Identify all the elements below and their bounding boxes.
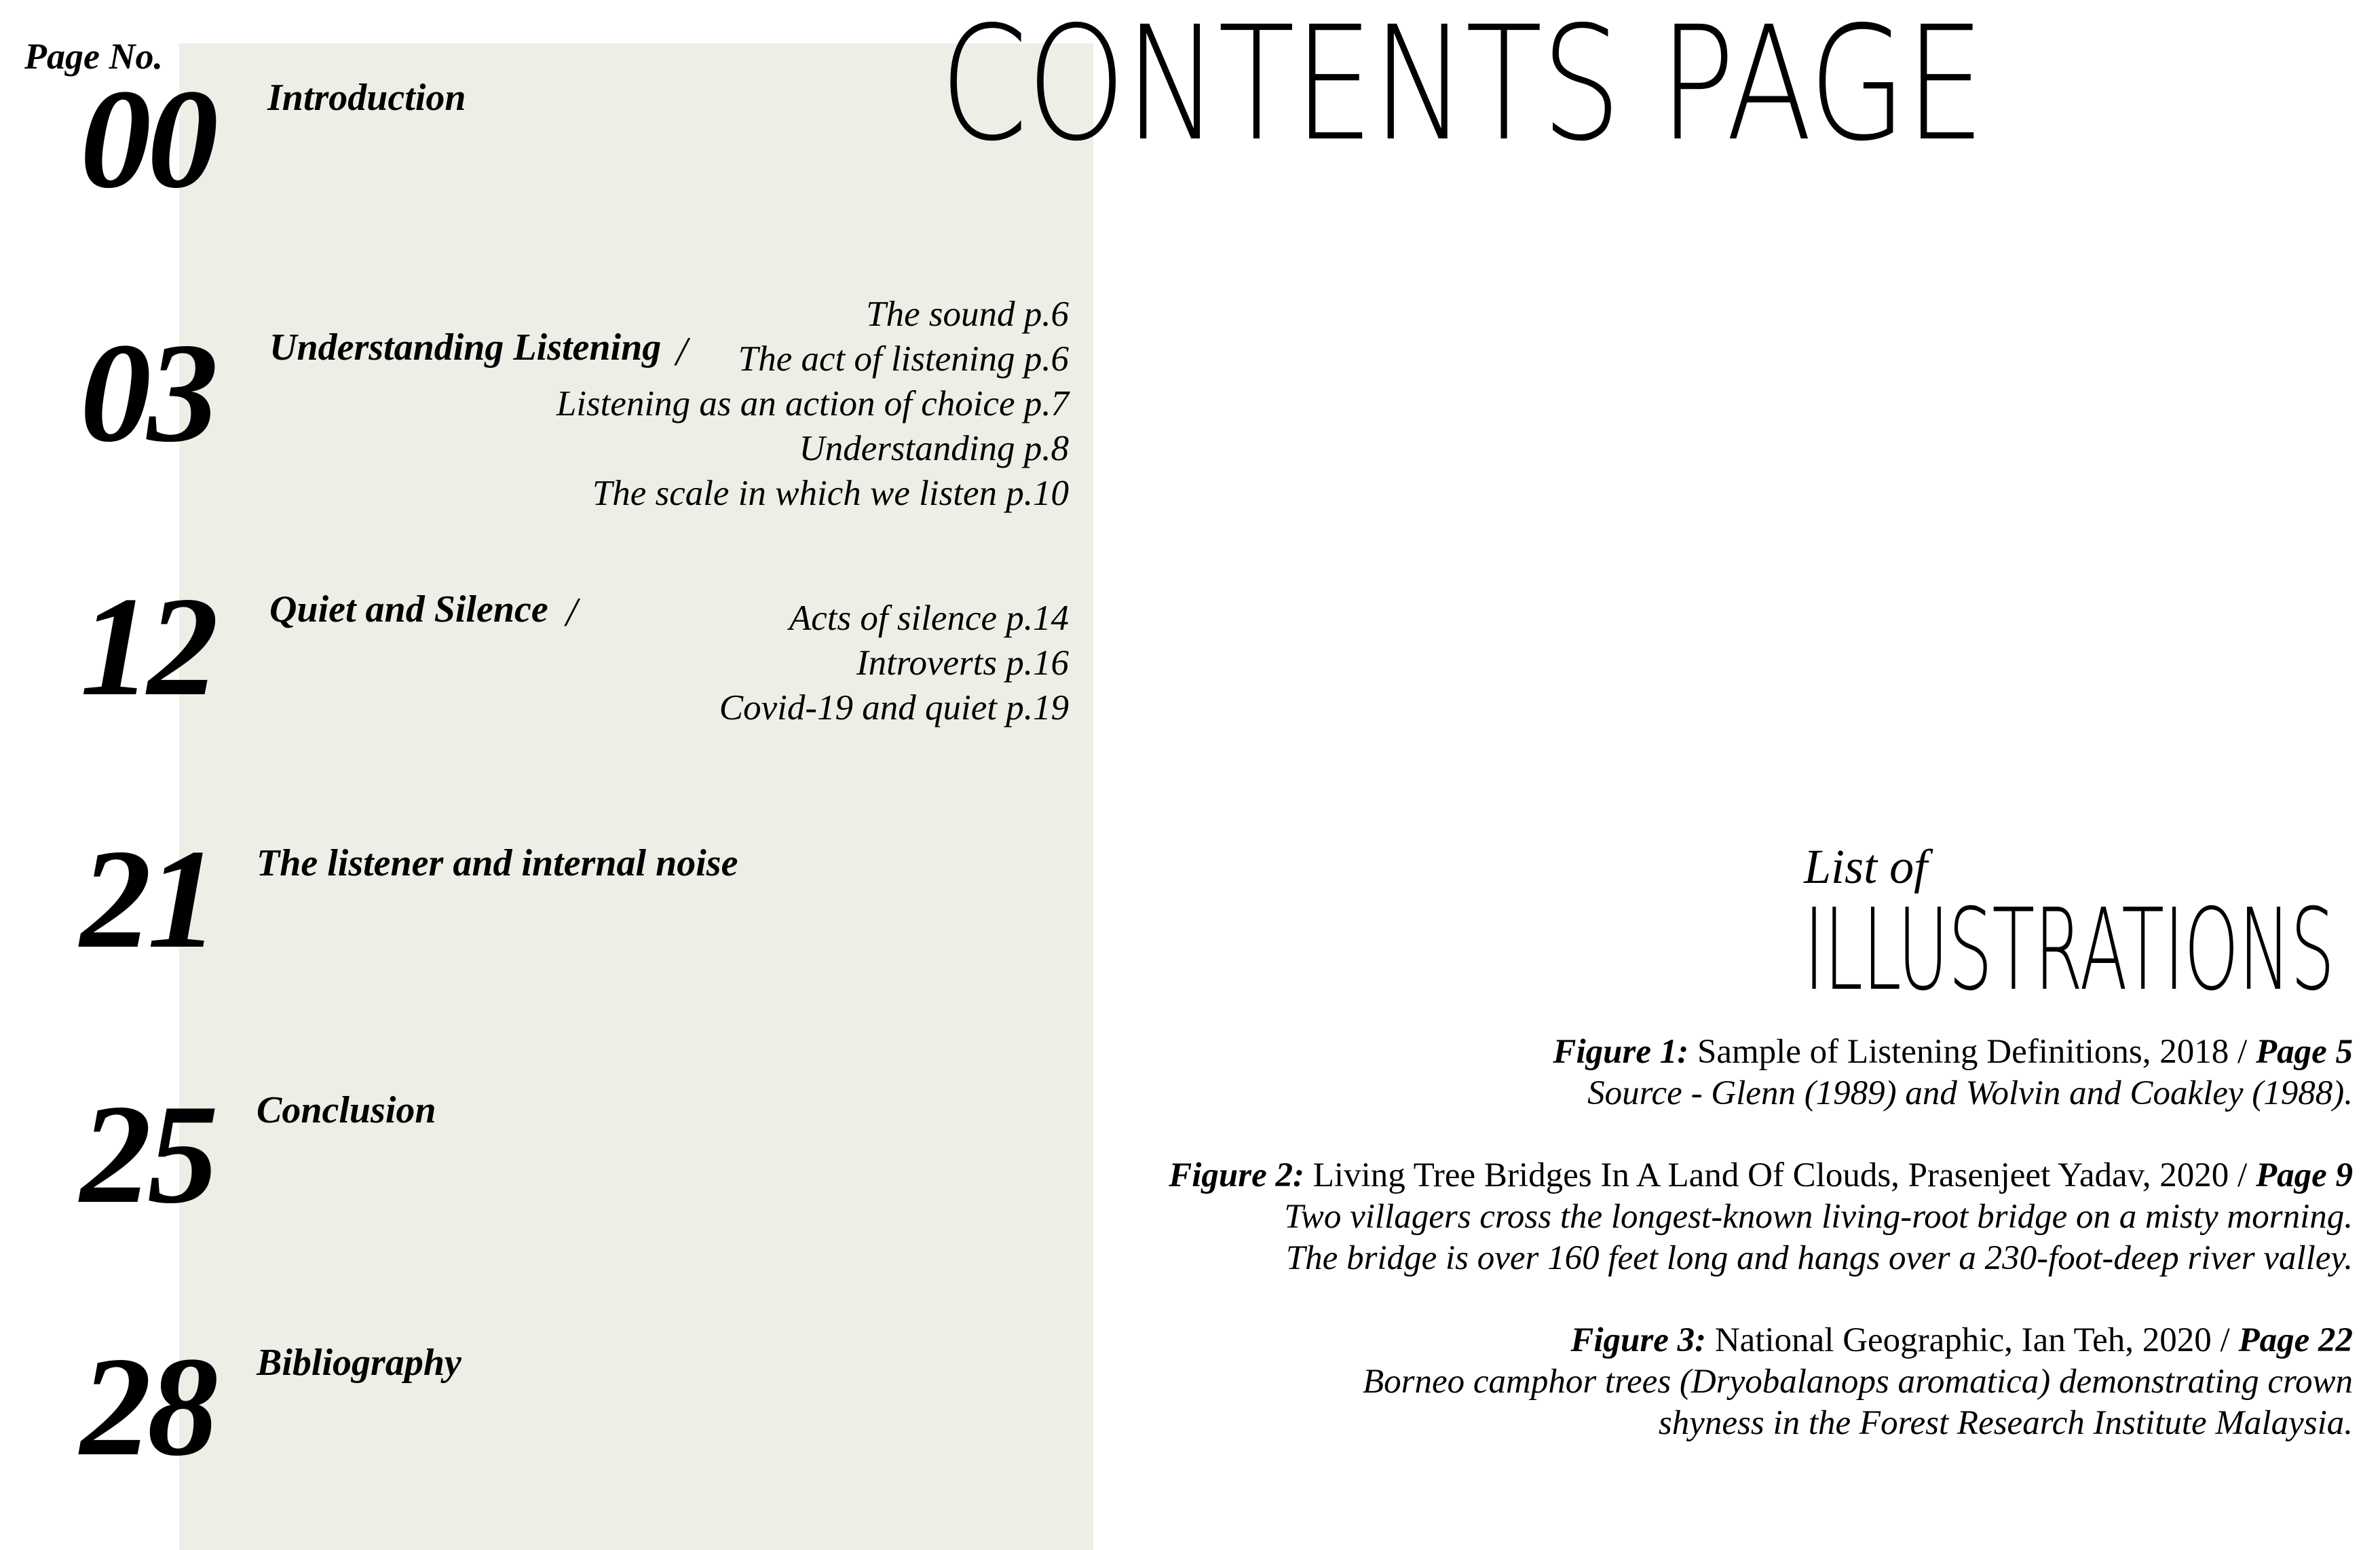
figure-page: Page 9 (2255, 1156, 2353, 1194)
section-separator: / (676, 329, 687, 374)
figure-title: Living Tree Bridges In A Land Of Clouds, Prasenjeet Yadav, 2020 / (1304, 1156, 2256, 1194)
subsection-item[interactable]: Listening as an action of choice p.7 (556, 384, 1069, 423)
section-separator: / (566, 590, 578, 635)
section-title[interactable]: Understanding Listening (269, 326, 662, 368)
illustrations-heading: ILLUSTRATIONS (1804, 885, 2335, 1016)
figure-description: Borneo camphor trees (Dryobalanops aromatica) demonstrating crown (1362, 1363, 2353, 1401)
figure-description: The bridge is over 160 feet long and hangs over a 230-foot-deep river valley. (1285, 1239, 2353, 1277)
figure-entry (1063, 1320, 2353, 1444)
section-number: 28 (80, 1328, 214, 1486)
section-number: 25 (80, 1076, 214, 1233)
section-title[interactable]: Quiet and Silence (269, 588, 548, 630)
figure-list (1063, 1032, 2353, 1485)
page-no-label: Page No. (24, 36, 163, 77)
section-title[interactable]: Conclusion (257, 1089, 436, 1131)
section-number: 03 (80, 314, 214, 472)
figure-label: Figure 2: (1169, 1156, 1304, 1194)
figure-title: National Geographic, Ian Teh, 2020 / (1706, 1321, 2239, 1359)
illustrations-heading-small: List of (1804, 839, 1928, 894)
figure-description: Two villagers cross the longest-known living-root bridge on a misty morning. (1284, 1198, 2353, 1236)
section-number: 12 (80, 568, 214, 725)
figure-page: Page 22 (2238, 1321, 2353, 1359)
subsection-item[interactable]: Covid-19 and quiet p.19 (719, 688, 1069, 727)
subsection-item[interactable]: Introverts p.16 (856, 643, 1069, 683)
figure-label: Figure 1: (1553, 1033, 1689, 1071)
figure-caption[interactable] (1063, 1155, 2353, 1196)
section-number: 00 (80, 60, 214, 218)
page-title: CONTENTS PAGE (940, 0, 1984, 176)
section-number: 21 (80, 820, 214, 978)
figure-label: Figure 3: (1570, 1321, 1707, 1359)
figure-entry (1063, 1032, 2353, 1114)
subsection-item[interactable]: Acts of silence p.14 (789, 599, 1069, 638)
subsection-list (556, 292, 1069, 516)
subsection-item[interactable]: The sound p.6 (866, 295, 1069, 334)
figure-page: Page 5 (2255, 1033, 2353, 1071)
figure-description: shyness in the Forest Research Institute Malaysia. (1658, 1404, 2353, 1442)
subsection-list (719, 596, 1069, 730)
section-title[interactable]: Bibliography (257, 1342, 461, 1384)
figure-title: Sample of Listening Definitions, 2018 / (1688, 1033, 2256, 1071)
subsection-item[interactable]: The scale in which we listen p.10 (592, 474, 1069, 513)
subsection-item[interactable]: The act of listening p.6 (738, 339, 1069, 379)
figure-caption[interactable] (1063, 1032, 2353, 1073)
section-title[interactable]: Introduction (267, 77, 466, 119)
section-title[interactable]: The listener and internal noise (257, 842, 738, 884)
figure-description: Source - Glenn (1989) and Wolvin and Coakley (1988). (1587, 1074, 2353, 1112)
figure-caption[interactable] (1063, 1320, 2353, 1361)
contents-panel-background (179, 43, 1093, 1550)
subsection-item[interactable]: Understanding p.8 (799, 429, 1069, 468)
figure-entry (1063, 1155, 2353, 1279)
